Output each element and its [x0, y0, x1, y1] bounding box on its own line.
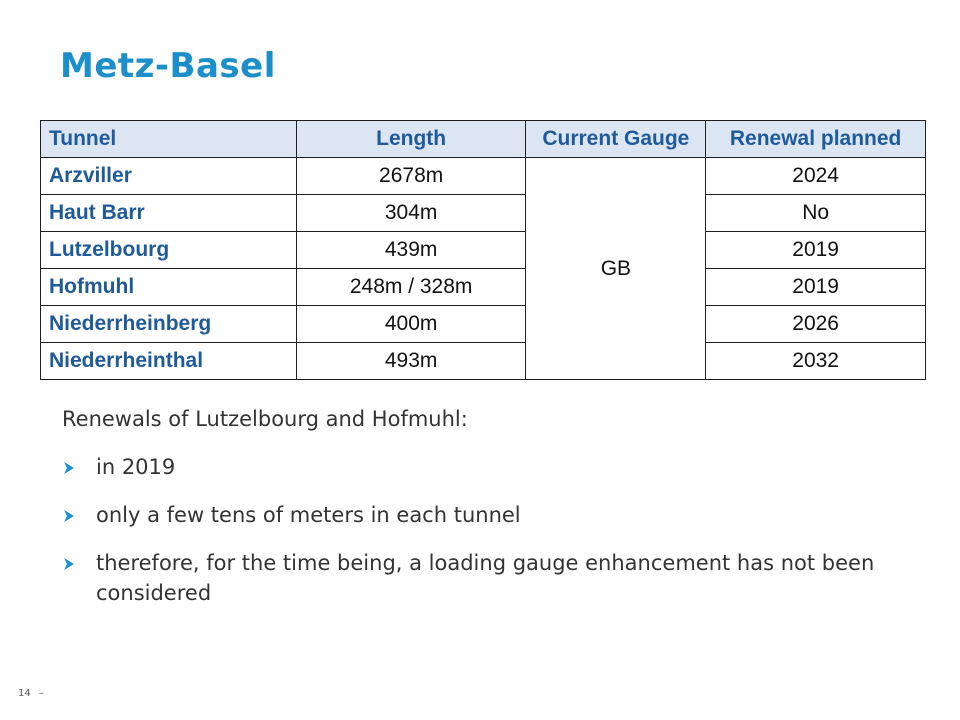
table-row [41, 343, 926, 380]
header-current-gauge: Current Gauge [526, 121, 706, 158]
renewal-planned: 2024 [706, 158, 926, 195]
tunnel-name: Lutzelbourg [41, 232, 297, 269]
renewal-planned: No [706, 195, 926, 232]
table-row [41, 269, 926, 306]
bullet-text: only a few tens of meters in each tunnel [96, 503, 521, 527]
intro-text: Renewals of Lutzelbourg and Hofmuhl: [62, 407, 468, 431]
page-number: 14 [18, 688, 31, 699]
renewal-planned: 2032 [706, 343, 926, 380]
bullet-text: in 2019 [96, 455, 176, 479]
tunnel-length: 2678m [296, 158, 526, 195]
renewal-planned: 2026 [706, 306, 926, 343]
footer-separator: – [38, 688, 44, 699]
table-row [41, 158, 926, 195]
header-length: Length [296, 121, 526, 158]
header-tunnel: Tunnel [41, 121, 297, 158]
bullet-list [62, 452, 922, 608]
arrow-right-icon [62, 461, 76, 475]
arrow-right-icon [62, 557, 76, 571]
arrow-right-icon [62, 509, 76, 523]
table-row [41, 306, 926, 343]
tunnel-name: Haut Barr [41, 195, 297, 232]
table-row [41, 195, 926, 232]
table-row [41, 232, 926, 269]
header-renewal-planned: Renewal planned [706, 121, 926, 158]
tunnel-length: 439m [296, 232, 526, 269]
current-gauge-cell: GB [526, 158, 706, 380]
renewal-planned: 2019 [706, 269, 926, 306]
tunnel-name: Niederrheinthal [41, 343, 297, 380]
slide-title: Metz-Basel [60, 46, 276, 86]
list-item [62, 500, 922, 530]
tunnel-length: 400m [296, 306, 526, 343]
tunnel-length: 248m / 328m [296, 269, 526, 306]
tunnel-name: Hofmuhl [41, 269, 297, 306]
renewal-planned: 2019 [706, 232, 926, 269]
bullet-text: therefore, for the time being, a loading gauge enhancement has not been considered [96, 551, 875, 605]
tunnel-length: 304m [296, 195, 526, 232]
list-item [62, 548, 922, 608]
table-header-row [41, 121, 926, 158]
slide-footer [18, 688, 44, 699]
tunnel-length: 493m [296, 343, 526, 380]
list-item [62, 452, 922, 482]
tunnel-name: Arzviller [41, 158, 297, 195]
tunnel-table [40, 120, 926, 380]
tunnel-name: Niederrheinberg [41, 306, 297, 343]
slide-body [62, 404, 922, 626]
